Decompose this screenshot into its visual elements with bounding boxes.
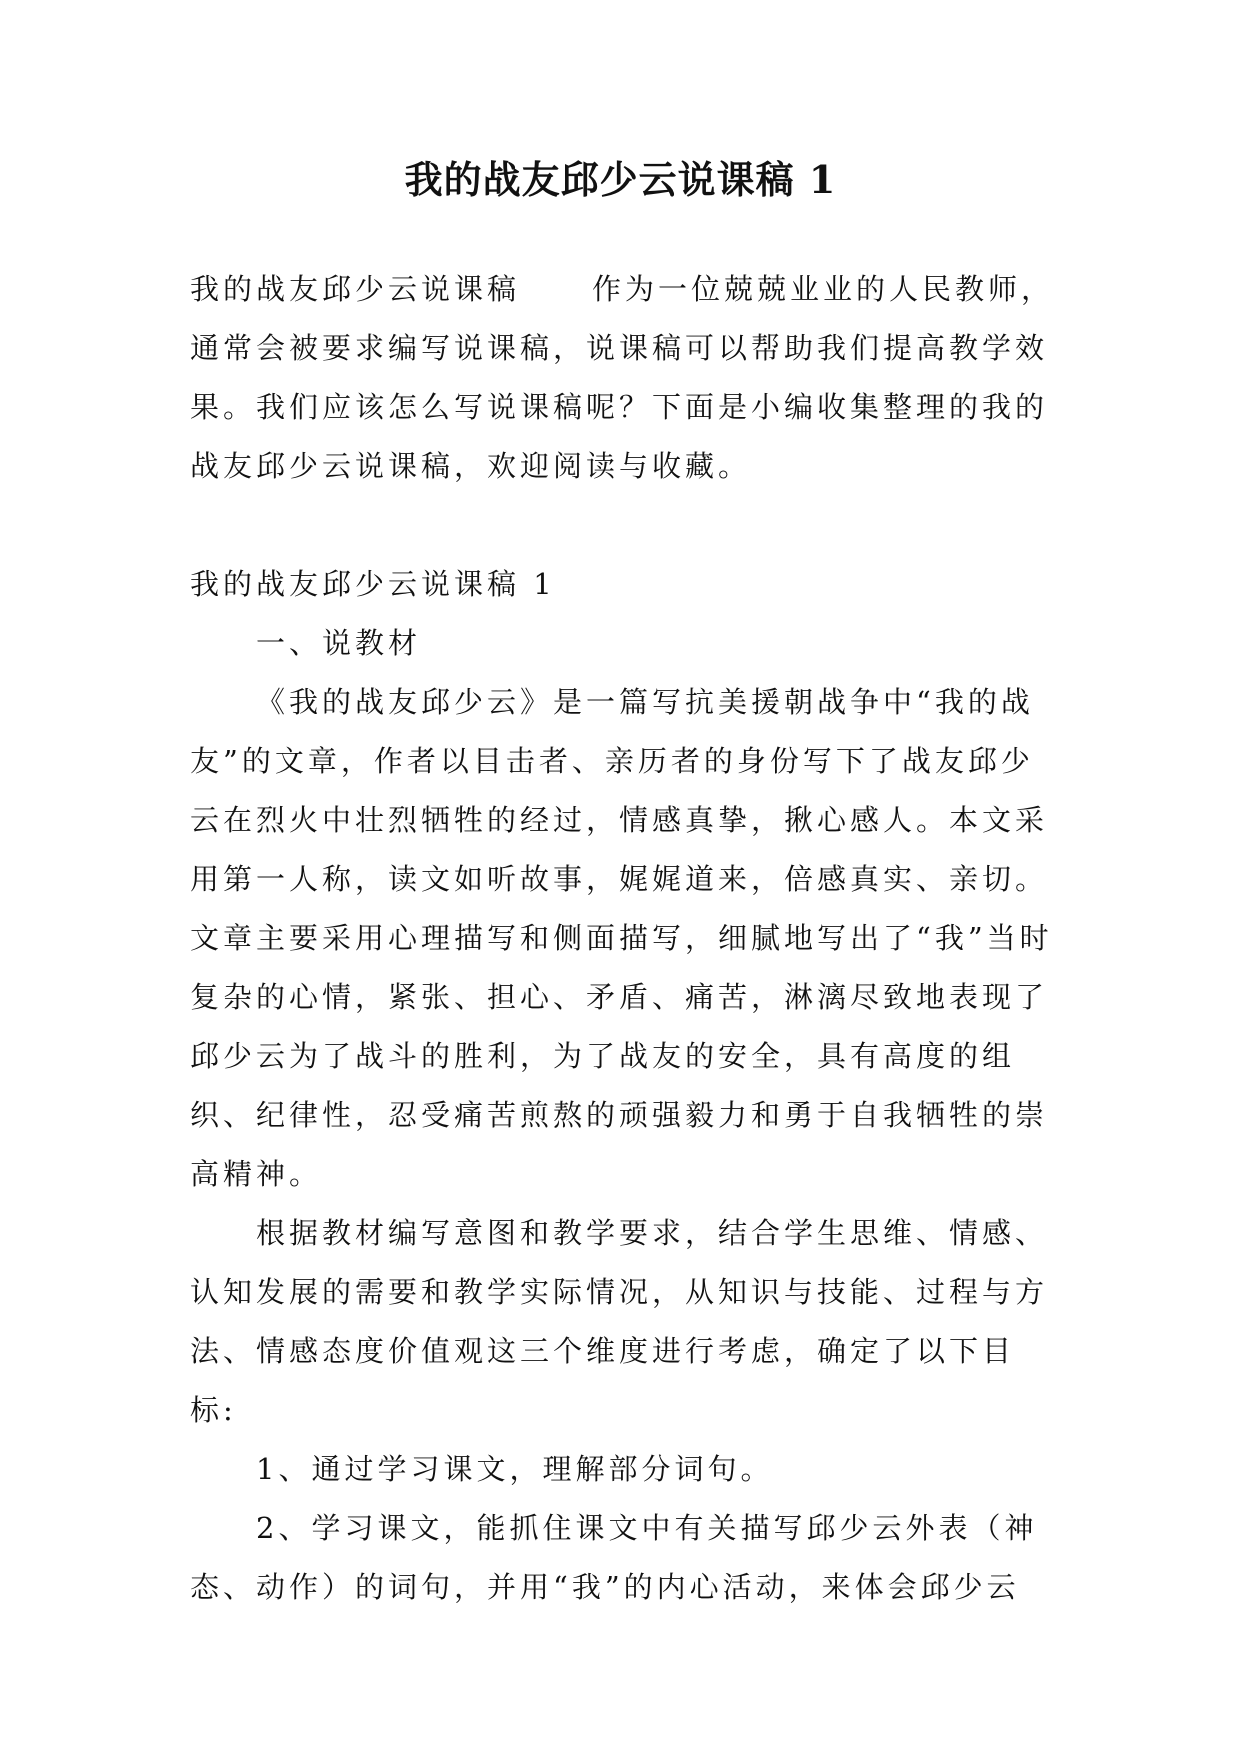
intro-text: 作为一位兢兢业业的人民教师，通常会被要求编写说课稿，说课稿可以帮助我们提高教学效果。我们应该怎么写说课稿呢？下面是小编收集整理的我的战友邱少云说课稿，欢迎阅读与收藏。 bbox=[190, 272, 1055, 483]
intro-paragraph bbox=[190, 260, 1056, 496]
section-title: 我的战友邱少云说课稿 1 bbox=[190, 567, 556, 601]
document-body bbox=[190, 260, 1056, 1617]
goal-item-1: 1、通过学习课文，理解部分词句。 bbox=[256, 1452, 774, 1486]
heading-teaching-material: 一、说教材 bbox=[256, 626, 422, 660]
goal-item-2: 2、学习课文，能抓住课文中有关描写邱少云外表（神态、动作）的词句，并用“我”的内心活动，来体会邱少云 bbox=[190, 1511, 1038, 1604]
paragraph-teaching-goals-intro: 根据教材编写意图和教学要求，结合学生思维、情感、认知发展的需要和教学实际情况，从知识与技能、过程与方法、情感态度价值观这三个维度进行考虑，确定了以下目标: bbox=[190, 1216, 1049, 1427]
intro-lead: 我的战友邱少云说课稿 bbox=[190, 272, 521, 306]
paragraph-material-analysis: 《我的战友邱少云》是一篇写抗美援朝战争中“我的战友”的文章，作者以目击者、亲历者的身份写下了战友邱少云在烈火中壮烈牺牲的经过，情感真挚，揪心感人。本文采用第一人称，读文如听故事，娓娓道来，倍感真实、亲切。文章主要采用心理描写和侧面描写，细腻地写出了“我”当时复杂的心情，紧张、担心、矛盾、痛苦，淋漓尽致地表现了邱少云为了战斗的胜利，为了战友的安全，具有高度的组织、纪律性，忍受痛苦煎熬的顽强毅力和勇于自我牺牲的崇高精神。 bbox=[190, 685, 1053, 1191]
document-title: 我的战友邱少云说课稿 1 bbox=[404, 157, 837, 202]
